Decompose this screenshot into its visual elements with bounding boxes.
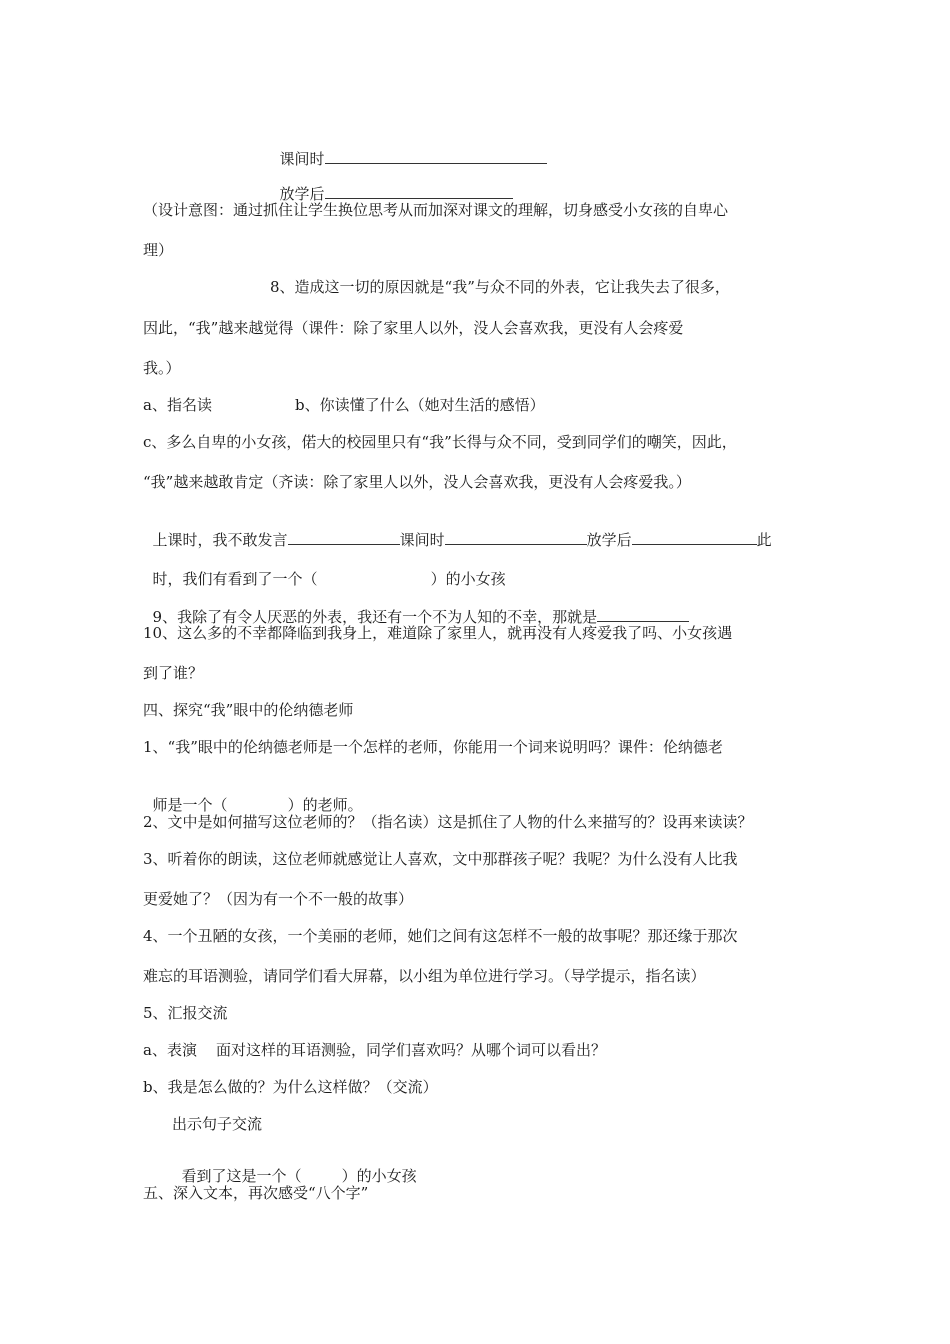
section-4-item-3: 3、听着你的朗读，这位老师就感觉让人喜欢，文中那群孩子呢？我呢？为什么没有人比我	[143, 850, 738, 868]
section-4-item-4-cont: 难忘的耳语测验，请同学们看大屏幕，以小组为单位进行学习。（导学提示，指名读）	[143, 967, 706, 985]
in-class-label: 上课时，我不敢发言	[152, 531, 288, 549]
item-10-cont: 到了谁？	[143, 664, 204, 682]
item-c: c、多么自卑的小女孩，偌大的校园里只有“我”长得与众不同，受到同学们的嘲笑，因此，	[143, 433, 737, 451]
recess-blank-2	[445, 529, 587, 545]
after-school-blank	[325, 183, 513, 199]
item-9-text: 9、我除了有令人厌恶的外表，我还有一个不为人知的不幸，那就是	[152, 608, 598, 626]
seen-girl-start: 看到了这是一个（	[181, 1167, 302, 1185]
section-4-item-1: 1、“我”眼中的伦纳德老师是一个怎样的老师，你能用一个词来说明吗？课件：伦纳德老	[143, 738, 723, 756]
girl-blank-start: 时，我们有看到了一个（	[152, 570, 318, 588]
seen-girl-line	[172, 1146, 417, 1186]
section-4-heading: 四、探究“我”眼中的伦纳德老师	[143, 701, 354, 719]
teacher-blank-end: ）的老师。	[287, 796, 363, 814]
section-4-item-4: 4、一个丑陋的女孩，一个美丽的老师，她们之间有这怎样不一般的故事呢？那还缘于那次	[143, 927, 738, 945]
item-9	[143, 586, 689, 627]
section-4-item-2: 2、文中是如何描写这位老师的？（指名读）这是抓住了人物的什么来描写的？设再来读读？	[143, 813, 753, 831]
item-8: 8、造成这一切的原因就是“我”与众不同的外表，它让我失去了很多，	[270, 278, 730, 296]
recess-label: 课间时	[279, 150, 325, 168]
recess-label-2: 课间时	[399, 531, 445, 549]
item-10: 10、这么多的不幸都降临到我身上，难道除了家里人，就再没有人疼爱我了吗、小女孩遇	[143, 624, 733, 642]
this-label: 此	[756, 531, 772, 549]
section-4-item-5: 5、汇报交流	[143, 1004, 228, 1022]
seen-girl-end: ）的小女孩	[341, 1167, 417, 1185]
section-5-heading: 五、深入文本，再次感受“八个字”	[143, 1184, 369, 1202]
design-intent-line: （设计意图：通过抓住让学生换位思考从而加深对课文的理解，切身感受小女孩的自卑心	[143, 201, 729, 219]
item-5a: a、表演 面对这样的耳语测验，同学们喜欢吗？从哪个词可以看出？	[143, 1041, 607, 1059]
recess-blank	[325, 148, 547, 164]
item-8-cont: 因此，“我”越来越觉得（课件：除了家里人以外，没人会喜欢我，更没有人会疼爱	[143, 319, 684, 337]
girl-blank-line	[143, 549, 506, 589]
item-b-understand: b、你读懂了什么（她对生活的感悟）	[295, 396, 545, 414]
item-9-blank	[597, 606, 689, 622]
after-school-blank-2	[632, 529, 757, 545]
item-5b: b、我是怎么做的？为什么这样做？（交流）	[143, 1078, 438, 1096]
in-class-blank	[288, 529, 400, 545]
item-c-cont: “我”越来越敢肯定（齐读：除了家里人以外，没人会喜欢我，更没有人会疼爱我。）	[143, 473, 691, 491]
item-a-read: a、指名读	[143, 396, 212, 414]
after-school-label-2: 放学后	[586, 531, 632, 549]
after-school-label: 放学后	[279, 185, 325, 203]
design-intent-cont: 理）	[143, 241, 174, 259]
section-4-item-1-cont	[143, 775, 363, 815]
girl-blank-end: ）的小女孩	[430, 570, 506, 588]
line-after-school	[270, 163, 513, 204]
fill-blanks-line	[143, 509, 772, 550]
section-4-item-3-cont: 更爱她了？（因为有一个不一般的故事）	[143, 890, 414, 908]
teacher-blank-start: 师是一个（	[152, 796, 228, 814]
show-sentence-line: 出示句子交流	[172, 1115, 263, 1133]
item-8-end: 我。）	[143, 359, 181, 377]
